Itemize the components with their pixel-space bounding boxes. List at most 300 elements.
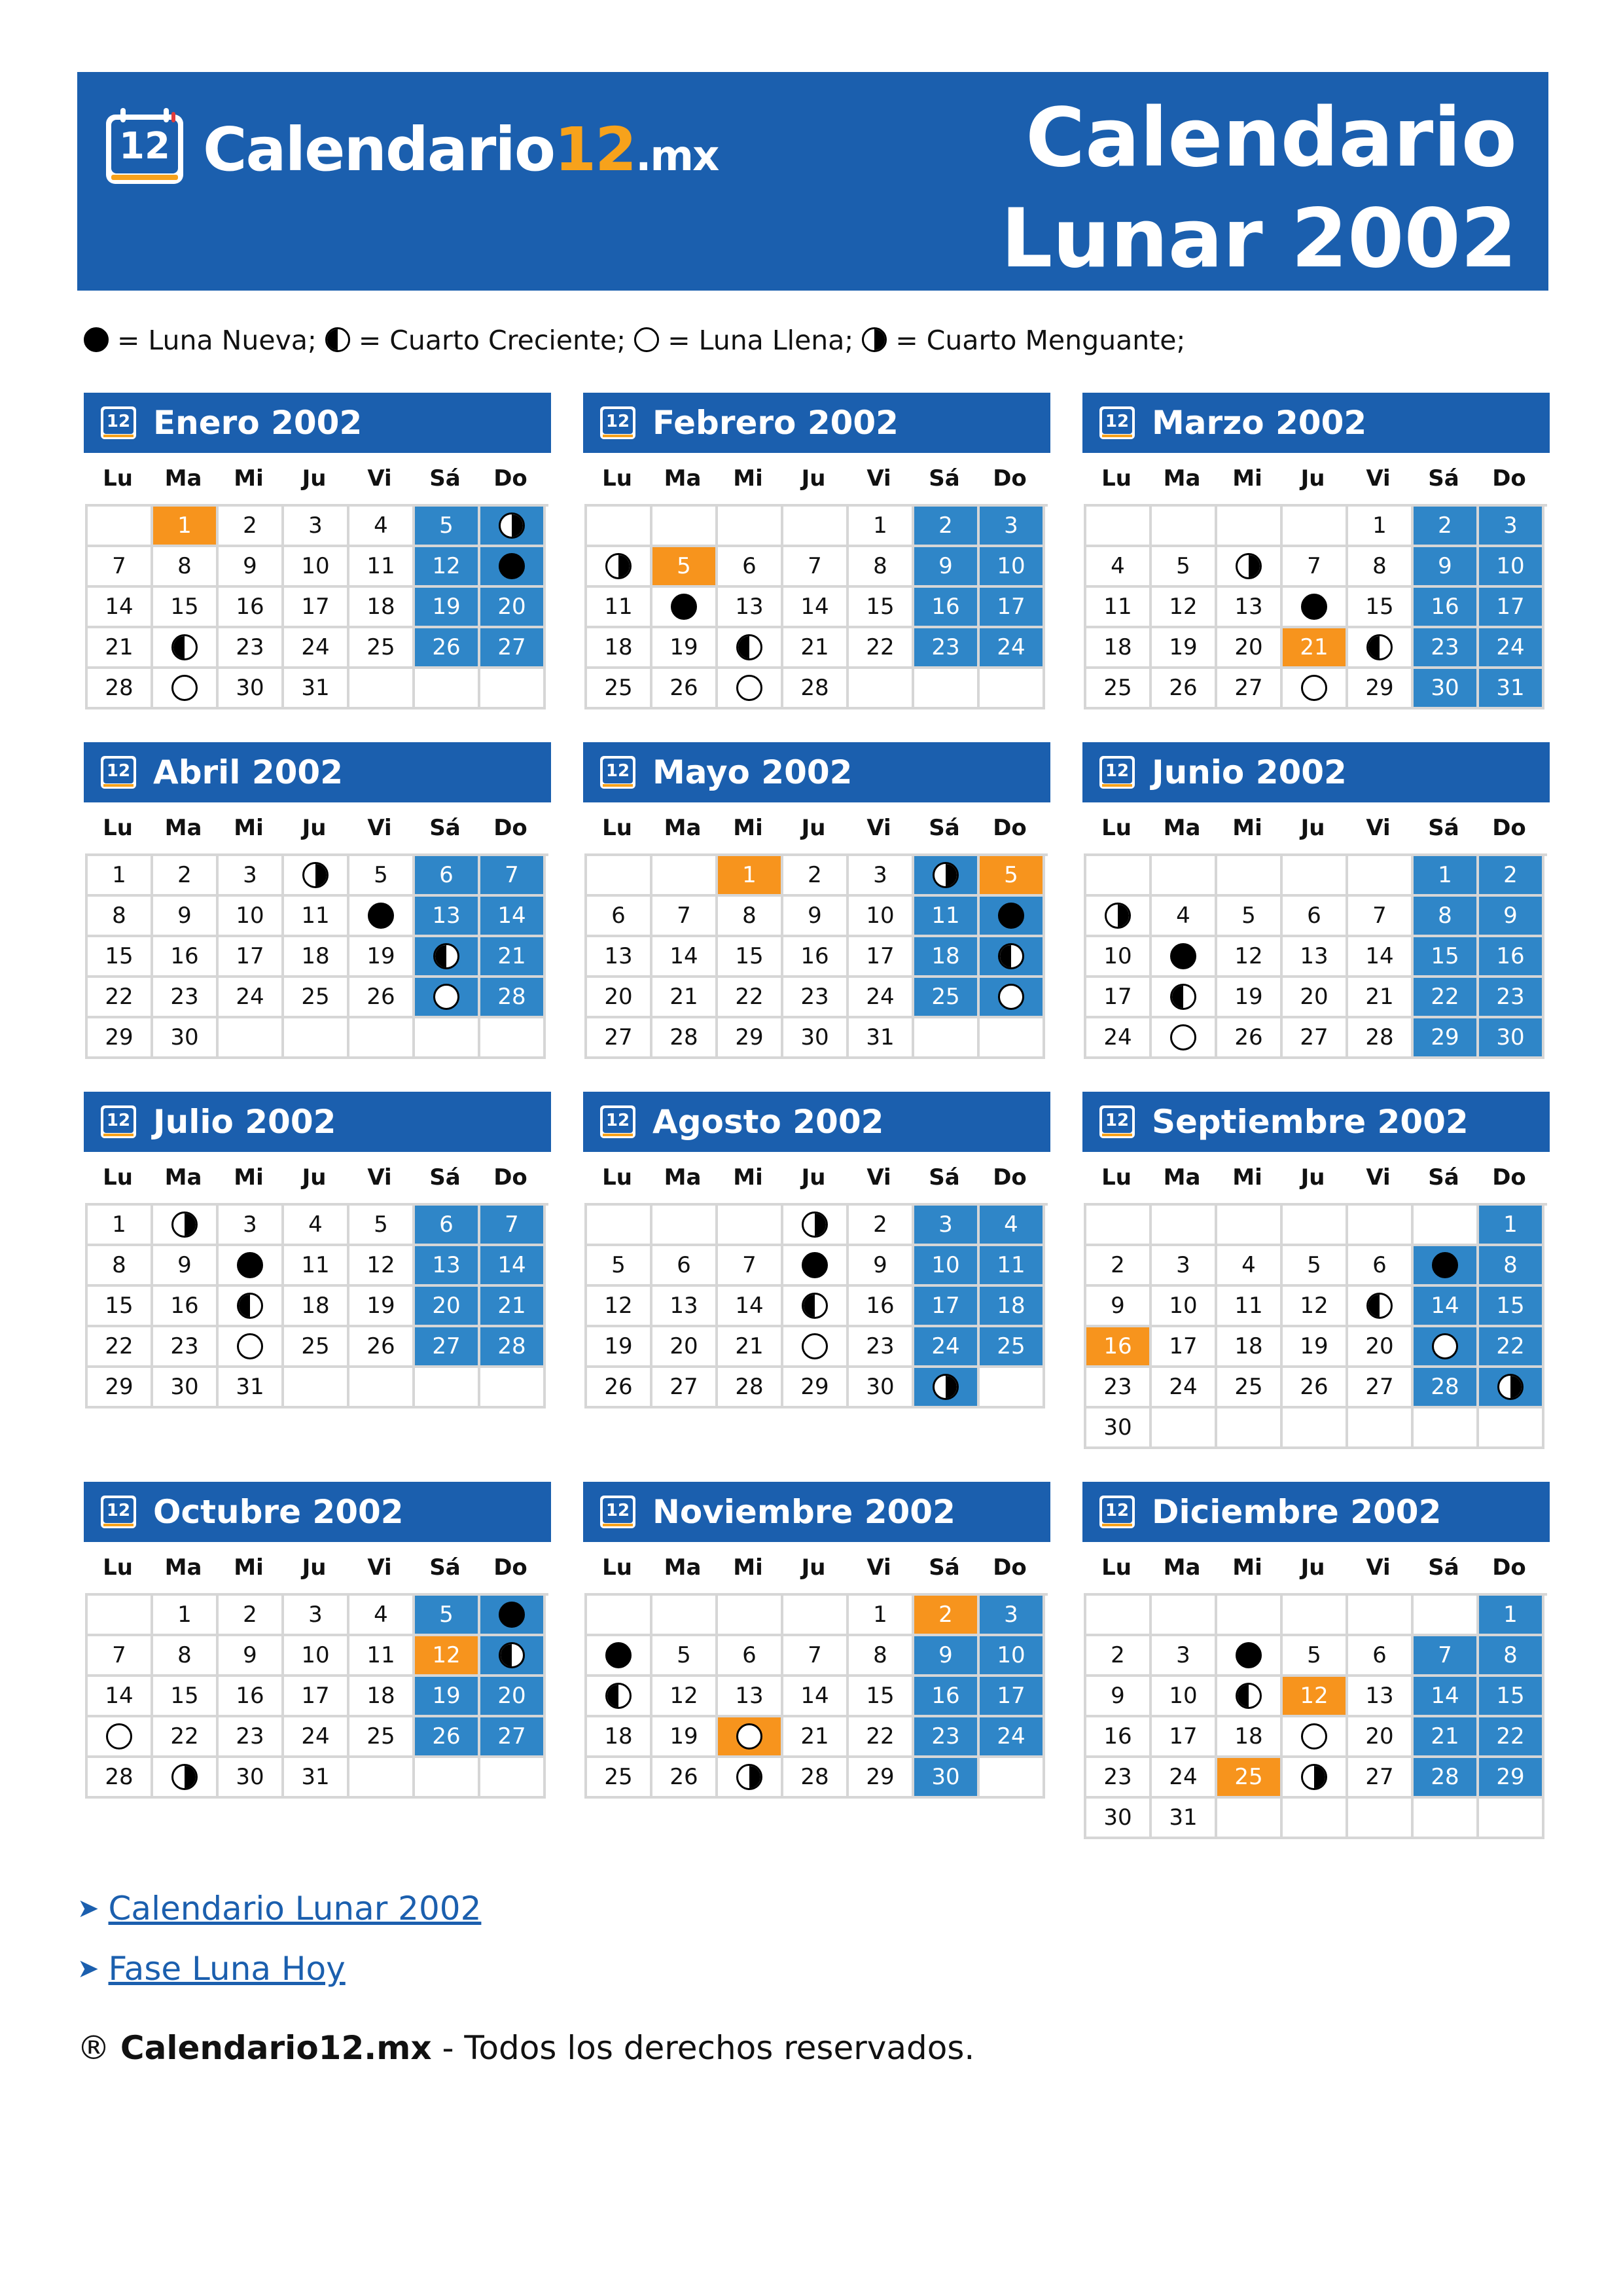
week-row <box>587 1677 1048 1717</box>
day-cell: 6 <box>587 897 652 937</box>
month-title: Octubre 2002 <box>153 1493 404 1531</box>
day-cell <box>1152 978 1217 1018</box>
day-cell: 5 <box>1283 1246 1348 1287</box>
day-cell: 19 <box>415 588 480 628</box>
page-title <box>732 88 1517 289</box>
day-cell: 25 <box>1217 1368 1283 1408</box>
day-cell: 8 <box>88 1246 153 1287</box>
day-cell: 11 <box>284 897 349 937</box>
day-cell: 18 <box>587 1717 652 1758</box>
day-cell: 23 <box>153 1327 219 1368</box>
legend-full-moon: = Luna Llena; <box>668 325 854 356</box>
day-cell: 19 <box>1283 1327 1348 1368</box>
empty-day-cell <box>1217 1596 1283 1636</box>
week-row <box>88 628 548 669</box>
link-calendario-lunar[interactable]: Calendario Lunar 2002 <box>108 1890 482 1928</box>
day-cell <box>783 1206 849 1246</box>
day-cell: 9 <box>849 1246 914 1287</box>
day-cell: 7 <box>88 1636 153 1677</box>
empty-day-cell <box>1217 507 1283 547</box>
empty-day-cell <box>284 1018 349 1059</box>
day-cell: 1 <box>88 1206 153 1246</box>
day-cell: 16 <box>914 1677 980 1717</box>
full-moon-icon <box>1301 675 1327 701</box>
day-cell: 22 <box>88 978 153 1018</box>
day-cell: 16 <box>219 588 284 628</box>
day-cell <box>1152 937 1217 978</box>
week-row <box>88 1287 548 1327</box>
day-cell: 18 <box>1217 1327 1283 1368</box>
first-quarter-moon-icon <box>998 943 1024 969</box>
day-cell: 9 <box>1479 897 1544 937</box>
day-cell: 28 <box>88 669 153 709</box>
logo-text-main: Calendario <box>203 114 555 185</box>
day-cell: 8 <box>849 547 914 588</box>
day-cell: 12 <box>1217 937 1283 978</box>
link-row-lunar-calendar <box>77 1878 481 1939</box>
day-cell: 26 <box>587 1368 652 1408</box>
day-cell: 9 <box>914 547 980 588</box>
day-cell <box>88 1717 153 1758</box>
day-cell <box>153 669 219 709</box>
weekday-label: Ma <box>1163 1164 1201 1191</box>
week-row <box>1086 856 1547 897</box>
day-cell: 5 <box>349 856 415 897</box>
empty-day-cell <box>783 1596 849 1636</box>
day-cell: 24 <box>1086 1018 1152 1059</box>
month-title: Agosto 2002 <box>652 1103 884 1141</box>
day-cell <box>1217 1677 1283 1717</box>
day-cell: 7 <box>480 856 546 897</box>
weekday-label: Vi <box>367 815 392 841</box>
day-cell: 2 <box>914 507 980 547</box>
day-cell <box>1479 1368 1544 1408</box>
day-cell: 10 <box>1479 547 1544 588</box>
empty-day-cell <box>587 1596 652 1636</box>
calendar-icon <box>1099 1496 1135 1528</box>
day-cell: 6 <box>718 1636 783 1677</box>
day-cell: 18 <box>1217 1717 1283 1758</box>
week-row <box>88 507 548 547</box>
weekday-label: Ju <box>1300 465 1325 492</box>
weekday-header <box>84 453 551 504</box>
day-cell: 30 <box>219 1758 284 1799</box>
day-cell: 22 <box>849 628 914 669</box>
week-row <box>1086 978 1547 1018</box>
week-row <box>1086 1636 1547 1677</box>
day-cell: 27 <box>652 1368 718 1408</box>
month-calendar <box>1082 393 1550 709</box>
first-quarter-moon-icon <box>1366 1293 1393 1319</box>
day-cell: 2 <box>783 856 849 897</box>
day-cell <box>783 1246 849 1287</box>
day-cell: 18 <box>1086 628 1152 669</box>
days-grid <box>1084 504 1547 709</box>
day-cell: 28 <box>718 1368 783 1408</box>
full-moon-icon <box>736 675 762 701</box>
week-row <box>587 1596 1048 1636</box>
days-grid <box>85 1203 548 1408</box>
day-cell: 18 <box>587 628 652 669</box>
calendar-icon <box>600 1105 635 1138</box>
day-cell: 16 <box>1086 1327 1152 1368</box>
weekday-label: Do <box>1492 815 1526 841</box>
day-cell: 15 <box>1479 1677 1544 1717</box>
day-cell: 23 <box>153 978 219 1018</box>
empty-day-cell <box>1414 1596 1479 1636</box>
empty-day-cell <box>349 1018 415 1059</box>
day-cell: 11 <box>587 588 652 628</box>
first-quarter-moon-icon <box>171 634 198 660</box>
weekday-label: Lu <box>103 815 133 841</box>
last-quarter-moon-icon <box>802 1211 828 1238</box>
empty-day-cell <box>1217 856 1283 897</box>
weekday-label: Lu <box>1101 815 1132 841</box>
week-row <box>88 1018 548 1059</box>
last-quarter-moon-icon <box>499 512 525 539</box>
weekday-header <box>583 802 1050 853</box>
new-moon-icon <box>1236 1642 1262 1668</box>
day-cell: 1 <box>88 856 153 897</box>
month-title: Diciembre 2002 <box>1152 1493 1442 1531</box>
day-cell <box>1283 588 1348 628</box>
day-cell: 18 <box>284 937 349 978</box>
empty-day-cell <box>1086 1596 1152 1636</box>
day-cell: 10 <box>1086 937 1152 978</box>
full-moon-icon <box>237 1333 263 1359</box>
day-cell: 29 <box>88 1368 153 1408</box>
day-cell: 2 <box>1086 1636 1152 1677</box>
weekday-label: Mi <box>1232 815 1262 841</box>
day-cell <box>1414 1246 1479 1287</box>
month-header <box>583 1092 1050 1152</box>
day-cell: 10 <box>219 897 284 937</box>
weekday-label: Lu <box>1101 1164 1132 1191</box>
day-cell: 16 <box>1086 1717 1152 1758</box>
day-cell: 24 <box>914 1327 980 1368</box>
day-cell: 15 <box>153 1677 219 1717</box>
day-cell <box>980 897 1045 937</box>
day-cell: 17 <box>284 1677 349 1717</box>
week-row <box>587 978 1048 1018</box>
weekday-label: Lu <box>602 815 632 841</box>
weekday-label: Ju <box>302 815 327 841</box>
day-cell <box>718 1717 783 1758</box>
weekday-label: Vi <box>367 1164 392 1191</box>
calendar-icon <box>101 1496 136 1528</box>
week-row <box>587 937 1048 978</box>
day-cell: 28 <box>1414 1758 1479 1799</box>
day-cell: 19 <box>349 1287 415 1327</box>
day-cell: 4 <box>980 1206 1045 1246</box>
weekday-header <box>84 1152 551 1203</box>
day-cell: 11 <box>284 1246 349 1287</box>
day-cell: 22 <box>1479 1327 1544 1368</box>
empty-day-cell <box>587 1206 652 1246</box>
footer-brand: Calendario12.mx <box>120 2029 432 2067</box>
day-cell: 5 <box>349 1206 415 1246</box>
day-cell: 19 <box>349 937 415 978</box>
day-cell: 30 <box>153 1368 219 1408</box>
month-title: Abril 2002 <box>153 753 343 791</box>
new-moon-icon <box>499 1602 525 1628</box>
day-cell <box>1414 1327 1479 1368</box>
month-calendar <box>583 1482 1050 1799</box>
month-calendar <box>583 742 1050 1059</box>
day-cell: 24 <box>980 628 1045 669</box>
first-quarter-moon-icon <box>433 943 459 969</box>
empty-day-cell <box>1283 1799 1348 1839</box>
weekday-label: Vi <box>1366 1554 1391 1581</box>
empty-day-cell <box>1348 1799 1414 1839</box>
day-cell: 9 <box>1414 547 1479 588</box>
day-cell: 23 <box>914 1717 980 1758</box>
week-row <box>1086 1287 1547 1327</box>
day-cell: 30 <box>1479 1018 1544 1059</box>
week-row <box>587 588 1048 628</box>
month-title: Enero 2002 <box>153 404 363 442</box>
empty-day-cell <box>480 1018 546 1059</box>
day-cell: 27 <box>1348 1368 1414 1408</box>
calendar-icon-number: 12 <box>603 1498 633 1523</box>
week-row <box>88 1636 548 1677</box>
day-cell: 26 <box>415 1717 480 1758</box>
day-cell: 17 <box>980 588 1045 628</box>
day-cell: 5 <box>1152 547 1217 588</box>
day-cell: 4 <box>349 1596 415 1636</box>
weekday-label: Mi <box>1232 465 1262 492</box>
calendar-icon-number: 12 <box>603 1108 633 1133</box>
empty-day-cell <box>1414 1206 1479 1246</box>
full-moon-icon <box>433 984 459 1010</box>
day-cell: 13 <box>415 1246 480 1287</box>
calendar-icon <box>101 406 136 439</box>
day-cell <box>1152 1018 1217 1059</box>
weekday-label: Ju <box>801 1554 826 1581</box>
last-quarter-moon-icon <box>1105 903 1131 929</box>
day-cell: 25 <box>587 1758 652 1799</box>
last-quarter-moon-icon <box>736 1764 762 1790</box>
day-cell: 30 <box>1086 1408 1152 1449</box>
full-moon-icon <box>1432 1333 1458 1359</box>
day-cell: 24 <box>1152 1758 1217 1799</box>
day-cell: 24 <box>980 1717 1045 1758</box>
week-row <box>587 1758 1048 1799</box>
week-row <box>1086 669 1547 709</box>
month-header <box>84 1092 551 1152</box>
last-quarter-moon-icon <box>933 862 959 888</box>
day-cell <box>914 1368 980 1408</box>
full-moon-icon <box>1170 1024 1196 1050</box>
weekday-label: Mi <box>1232 1164 1262 1191</box>
day-cell: 26 <box>349 978 415 1018</box>
day-cell: 23 <box>783 978 849 1018</box>
weekday-label: Vi <box>1366 465 1391 492</box>
registered-symbol: ® <box>77 2029 110 2067</box>
empty-day-cell <box>1152 1408 1217 1449</box>
week-row <box>587 1287 1048 1327</box>
day-cell: 24 <box>284 628 349 669</box>
day-cell: 9 <box>1086 1287 1152 1327</box>
day-cell: 21 <box>480 1287 546 1327</box>
day-cell <box>153 628 219 669</box>
day-cell: 7 <box>88 547 153 588</box>
full-moon-icon <box>736 1723 762 1749</box>
month-title: Junio 2002 <box>1152 753 1347 791</box>
day-cell: 1 <box>1479 1596 1544 1636</box>
day-cell: 2 <box>1414 507 1479 547</box>
empty-day-cell <box>1283 507 1348 547</box>
week-row <box>587 547 1048 588</box>
site-logo[interactable] <box>106 110 718 188</box>
day-cell: 9 <box>1086 1677 1152 1717</box>
day-cell: 14 <box>480 1246 546 1287</box>
weekday-label: Lu <box>602 1164 632 1191</box>
days-grid <box>1084 853 1547 1059</box>
day-cell: 19 <box>652 628 718 669</box>
month-header <box>583 1482 1050 1542</box>
day-cell: 22 <box>88 1327 153 1368</box>
day-cell: 16 <box>783 937 849 978</box>
day-cell: 8 <box>718 897 783 937</box>
day-cell: 10 <box>284 1636 349 1677</box>
weekday-label: Ma <box>664 815 702 841</box>
empty-day-cell <box>980 1018 1045 1059</box>
day-cell: 22 <box>153 1717 219 1758</box>
day-cell: 8 <box>153 1636 219 1677</box>
day-cell: 12 <box>349 1246 415 1287</box>
day-cell: 12 <box>415 547 480 588</box>
day-cell: 8 <box>88 897 153 937</box>
empty-day-cell <box>88 1596 153 1636</box>
day-cell: 16 <box>849 1287 914 1327</box>
day-cell: 8 <box>1479 1636 1544 1677</box>
month-header <box>1082 1092 1550 1152</box>
week-row <box>1086 547 1547 588</box>
weekday-label: Lu <box>1101 465 1132 492</box>
day-cell <box>783 1287 849 1327</box>
day-cell: 4 <box>1152 897 1217 937</box>
week-row <box>1086 1368 1547 1408</box>
weekday-label: Do <box>993 815 1027 841</box>
day-cell: 8 <box>1414 897 1479 937</box>
day-cell: 21 <box>783 1717 849 1758</box>
new-moon-icon <box>1301 594 1327 620</box>
day-cell: 6 <box>415 856 480 897</box>
day-cell: 6 <box>1348 1246 1414 1287</box>
day-cell: 26 <box>652 669 718 709</box>
day-cell: 12 <box>1283 1677 1348 1717</box>
day-cell <box>1283 1758 1348 1799</box>
day-cell: 8 <box>849 1636 914 1677</box>
first-quarter-moon-icon <box>499 1642 525 1668</box>
page-title-line1: Calendario <box>1026 91 1517 185</box>
day-cell: 3 <box>219 1206 284 1246</box>
days-grid <box>584 1593 1048 1799</box>
day-cell: 25 <box>1217 1758 1283 1799</box>
link-fase-luna-hoy[interactable]: Fase Luna Hoy <box>108 1950 346 1988</box>
weekday-label: Vi <box>1366 815 1391 841</box>
empty-day-cell <box>1283 1596 1348 1636</box>
day-cell: 31 <box>1479 669 1544 709</box>
month-calendar <box>1082 742 1550 1059</box>
day-cell: 4 <box>349 507 415 547</box>
day-cell: 18 <box>284 1287 349 1327</box>
last-quarter-moon-icon <box>862 327 887 352</box>
month-calendar <box>583 1092 1050 1408</box>
calendar-icon <box>101 756 136 789</box>
weekday-label: Sá <box>929 1164 960 1191</box>
week-row <box>88 897 548 937</box>
new-moon-icon <box>998 903 1024 929</box>
month-title: Febrero 2002 <box>652 404 899 442</box>
day-cell: 20 <box>1283 978 1348 1018</box>
weekday-label: Do <box>493 1554 527 1581</box>
day-cell: 28 <box>783 669 849 709</box>
day-cell: 21 <box>480 937 546 978</box>
week-row <box>88 1717 548 1758</box>
week-row <box>88 1596 548 1636</box>
empty-day-cell <box>718 1206 783 1246</box>
day-cell: 23 <box>849 1327 914 1368</box>
weekday-header <box>1082 1152 1550 1203</box>
day-cell: 8 <box>1348 547 1414 588</box>
day-cell: 30 <box>783 1018 849 1059</box>
weekday-header <box>84 1542 551 1593</box>
week-row <box>1086 628 1547 669</box>
day-cell <box>718 628 783 669</box>
day-cell: 18 <box>349 588 415 628</box>
week-row <box>587 669 1048 709</box>
weekday-label: Mi <box>1232 1554 1262 1581</box>
day-cell <box>480 507 546 547</box>
day-cell: 22 <box>849 1717 914 1758</box>
full-moon-icon <box>998 984 1024 1010</box>
weekday-label: Ju <box>1300 815 1325 841</box>
day-cell <box>480 1596 546 1636</box>
day-cell: 2 <box>914 1596 980 1636</box>
day-cell: 5 <box>415 1596 480 1636</box>
day-cell: 17 <box>914 1287 980 1327</box>
day-cell: 14 <box>783 1677 849 1717</box>
weekday-label: Sá <box>1428 815 1459 841</box>
day-cell: 25 <box>284 1327 349 1368</box>
moon-phase-legend <box>84 321 1185 360</box>
weekday-label: Vi <box>866 465 891 492</box>
legend-last-quarter: = Cuarto Menguante; <box>895 325 1186 356</box>
empty-day-cell <box>480 1368 546 1408</box>
day-cell: 26 <box>1283 1368 1348 1408</box>
weekday-label: Mi <box>234 1164 264 1191</box>
day-cell: 2 <box>219 1596 284 1636</box>
month-header <box>583 393 1050 453</box>
day-cell: 30 <box>219 669 284 709</box>
week-row <box>88 547 548 588</box>
day-cell <box>480 547 546 588</box>
weekday-header <box>1082 802 1550 853</box>
weekday-label: Do <box>993 1554 1027 1581</box>
day-cell: 22 <box>718 978 783 1018</box>
weekday-label: Sá <box>929 465 960 492</box>
empty-day-cell <box>349 1758 415 1799</box>
weekday-label: Do <box>1492 465 1526 492</box>
week-row <box>88 669 548 709</box>
weekday-label: Ma <box>1163 465 1201 492</box>
weekday-header <box>1082 1542 1550 1593</box>
day-cell: 14 <box>480 897 546 937</box>
weekday-label: Sá <box>929 815 960 841</box>
day-cell: 20 <box>1348 1327 1414 1368</box>
